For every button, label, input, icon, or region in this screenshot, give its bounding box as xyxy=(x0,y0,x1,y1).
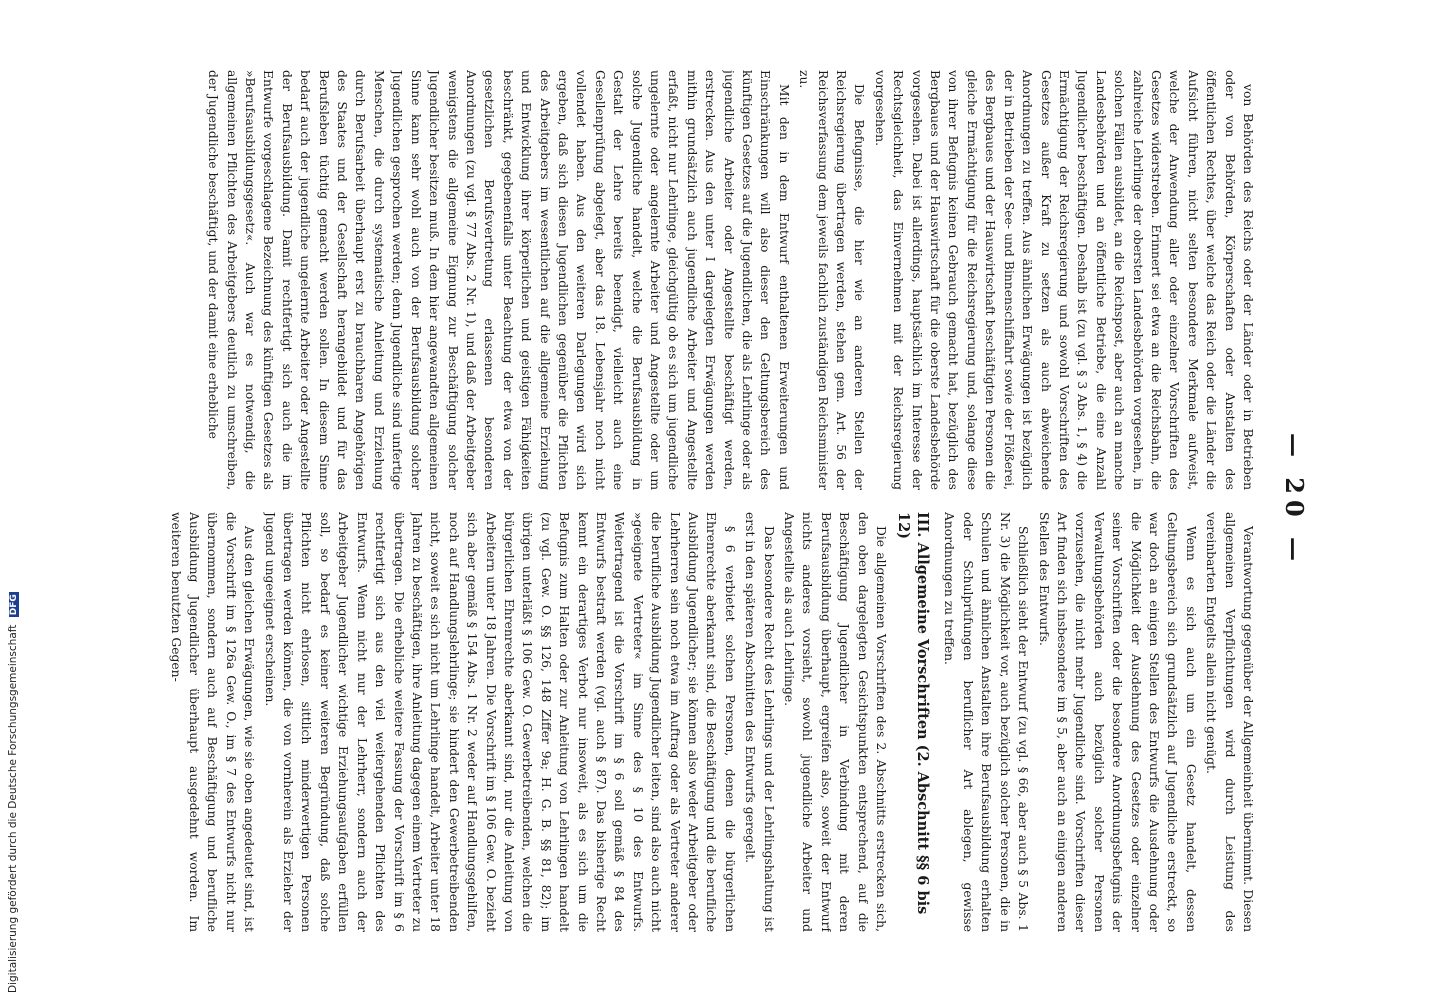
paragraph: Wenn es sich auch um ein Gesetz handelt, dessen Geltungsbereich sich grundsätzlich auf Jugendliche erstreckt, so war doch an einigen Stellen des Entwurfs die Ausdehnung oder die Möglichkeit der Ausdehnung des Gesetzes oder einzelner seiner Vorschriften oder die besondere Anordnungsbefugnis der Verwaltungsbehörden auch bezüglich solcher Personen vorzusehen, die nicht mehr Jugendliche sind. Vorschriften dieser Art finden sich insbesondere im § 5, aber auch an einigen anderen Stellen des Entwurfs. xyxy=(1036,512,1198,932)
dfg-logo: DFG xyxy=(9,594,19,616)
paragraph: Aus den gleichen Erwägungen, wie sie oben angedeutet sind, ist die Vorschrift im § 126a Gew. O., im § 7 des Entwurfs nicht nur übernommen, sondern auch auf Beschäftigung und berufliche Ausbildung Jugendlicher überhaupt ausgedehnt worden. Im weiteren benutzten Gegen- xyxy=(168,512,257,932)
digitization-credit xyxy=(0,100,19,1000)
right-column xyxy=(137,512,1257,932)
left-column xyxy=(137,70,1257,490)
paragraph: Das besondere Recht des Lehrlings und der Lehrlingshaltung ist erst in den späteren Abschnitten des Entwurfs geregelt. xyxy=(743,512,776,932)
paragraph: Die allgemeinen Vorschriften des 2. Abschnitts erstrecken sich, den oben dargelegten Gesichtspunkten entsprechend, auf die Beschäftigung Jugendlicher in Verbindung mit deren Berufsausbildung überhaupt, ergreifen also, soweit der Entwurf nichts anderes vorsieht, sowohl jugendliche Arbeiter und Angestellte als auch Lehrlinge. xyxy=(782,512,889,932)
paragraph: von Behörden des Reichs oder der Länder oder in Betrieben oder von Behörden, Körperschaften oder Anstalten des öffentlichen Rechtes, über welche das Reich oder die Länder die Aufsicht führen, nicht selten besondere Merkmale aufweist, welche der Anwendung aller oder einzelner Vorschriften des Gesetzes widerstreben. Erinnert sei etwa an die Reichsbahn, die zahlreiche Lehrlinge der obersten Landesbehörden vorgesehen, in solchen Fällen ausbildet, an die Reichspost, aber auch an manche Landesbehörden und an öffentliche Betriebe, die eine Anzahl Jugendlicher beschäftigen. Deshalb ist (zu vgl. § 3 Abs. 1, § 4) die Ermächtigung der Reichsregierung und sowohl Vorschriften des Gesetzes außer Kraft zu setzen als auch abweichende Anordnungen zu treffen. Aus ähnlichen Erwägungen ist bezüglich der in Betrieben der See- und Binnenschiffahrt sowie der Flößerei, des Bergbaues und der Hauswirtschaft beschäftigten Personen die gleiche Ermächtigung für die Reichsregierung und, solange diese von ihrer Befugnis keinen Gebrauch gemacht hat, bezüglich des Bergbaues und der Hauswirtschaft für die oberste Landesbehörde vorgesehen. Dabei ist allerdings, hauptsächlich im Interesse der Rechtsgleichheit, das Einvernehmen mit der Reichsregierung vorgesehen. xyxy=(872,70,1255,490)
paragraph: § 6 verbietet solchen Personen, denen die bürgerlichen Ehrenrechte aberkannt sind, die Beschäftigung und die berufliche Ausbildung Jugendlicher; sie können also weder Arbeitgeber oder Lehrherren sein noch etwa im Auftrag oder als Vertreter anderer die berufliche Ausbildung Jugendlicher leiten, sind also auch nicht »geeignete Vertreter« im Sinne des § 10 des Entwurfs. Weitertragend ist die Vorschrift im § 6 soll gemäß § 84 des Entwurfs bestraft werden (vgl. auch § 87). Das bisherige Recht kennt ein derartiges Verbot nur insoweit, als es sich um die Befugnis zum Halten oder zur Anleitung von Lehrlingen handelt (zu vgl. Gew. O. §§ 126, 148 Ziffer 9a; H. G. B. §§ 81, 82); im übrigen unterläßt § 106 Gew. O. Gewerbetreibenden, welchen die bürgerlichen Ehrenrechte aberkannt sind, nur die Anleitung von Arbeitern unter 18 Jahren. Die Vorschrift im § 106 Gew. O. bezieht sich aber gemäß § 154 Abs. 1 Nr. 2 weder auf Handlungsgehilfen, noch auf Handlungslehrlinge; sie hindert den Gewerbetreibenden nicht, soweit es sich nicht um Lehrlinge handelt, Arbeiter unter 18 Jahren zu beschäftigen, ihre Anleitung dagegen einem Vertreter zu übertragen. Die erhebliche weitere Fassung der Vorschrift im § 6 rechtfertigt sich aus den viel weitergehenden Pflichten des Entwurfs. Wenn nicht nur der Lehrherr, sondern auch der Arbeitgeber Jugendlicher wichtige Erziehungsaufgaben erfüllen soll, so bedarf es keiner weiteren Begründung, daß solche Pflichten nicht ehrlosen, sittlich minderwertigen Personen übertragen werden können, die von vornherein als Erzieher der Jugend ungeeignet erscheinen. xyxy=(262,512,737,932)
paragraph: Mit den in dem Entwurf enthaltenen Erweiterungen und Einschränkungen will also dieser den Geltungsbereich des künftigen Gesetzes auf die Jugendlichen, die als Lehrlinge oder als jugendliche Arbeiter oder Angestellte beschäftigt werden, erstrecken. Aus den unter I dargelegten Erwägungen werden mithin grundsätzlich auch jugendliche Arbeiter und Angestellte erfaßt, nicht nur Lehrlinge, gleichgültig ob es sich um jugendliche ungelernte oder angelernte Arbeiter und Angestellte oder um solche Jugendliche handelt, welche die Berufsausbildung in Gestalt der Lehre bereits beendigt, vielleicht auch eine Gesellenprüfung abgelegt, aber das 18. Lebensjahr noch nicht vollendet haben. Aus den weiteren Darlegungen wird sich ergeben, daß sich diesen Jugendlichen gegenüber die Pflichten des Arbeitgebers im wesentlichen auf die allgemeine Erziehung und Entwicklung ihrer körperlichen und geistigen Fähigkeiten beschränkt, gegebenenfalls unter Beachtung der etwa von der gesetzlichen Berufsvertretung erlassenen besonderen Anordnungen (zu vgl. § 77 Abs. 2 Nr. 1), und daß der Arbeitgeber wenigstens die allgemeine Eignung zur Beschäftigung solcher Jugendlicher besitzen muß. In dem hier angewandten allgemeinen Sinne kann sehr wohl auch von der Berufsausbildung solcher Jugendlichen gesprochen werden; denn Jugendliche sind unfertige Menschen, die durch systematische Anleitung und Erziehung durch Berufsarbeit überhaupt erst zu brauchbaren Angehörigen des Staates und der Gesellschaft herangebildet und für das Berufsleben tüchtig gemacht werden sollen. In diesem Sinne bedarf auch der jugendliche ungelernte Arbeiter oder Angestellte der Berufsausbildung. Damit rechtfertigt sich auch die im Entwurfe vorgeschlagene Bezeichnung des künftigen Gesetzes als »Berufsausbildungsgesetz«. Auch war es notwendig, die allgemeinen Pflichten des Arbeitgebers deutlich zu umschreiben, der Jugendliche beschäftigt, und der damit eine erhebliche xyxy=(206,70,791,490)
paragraph: Schließlich sieht der Entwurf (zu vgl. § 66, aber auch § 5 Abs. 1 Nr. 3) die Möglichkeit vor, auch bezüglich solcher Personen, die in Schulen und ähnlichen Anstalten ihre Berufsausbildung erhalten oder Schulprüfungen beruflicher Art ablegen, gewisse Anordnungen zu treffen. xyxy=(942,512,1031,932)
paragraph: Die Befugnisse, die hier wie an anderen Stellen der Reichsregierung übertragen werden, stehen gem. Art. 56 der Reichsverfassung dem jeweils fachlich zuständigen Reichsminister zu. xyxy=(797,70,867,490)
paragraph: Verantwortung gegenüber der Allgemeinheit übernimmt. Diesen allgemeinen Verpflichtungen wird durch Leistung des vereinbarten Entgelts allein nicht genügt. xyxy=(1204,512,1255,932)
credit-text: Digitalisierung gefördert durch die Deutsche Forschungsgemeinschaft xyxy=(7,624,19,993)
section-heading: III. Allgemeine Vorschriften (2. Abschnitt §§ 6 bis 12) xyxy=(895,512,932,915)
document-page xyxy=(117,50,1317,950)
page-number: — 20 — xyxy=(1280,432,1309,568)
